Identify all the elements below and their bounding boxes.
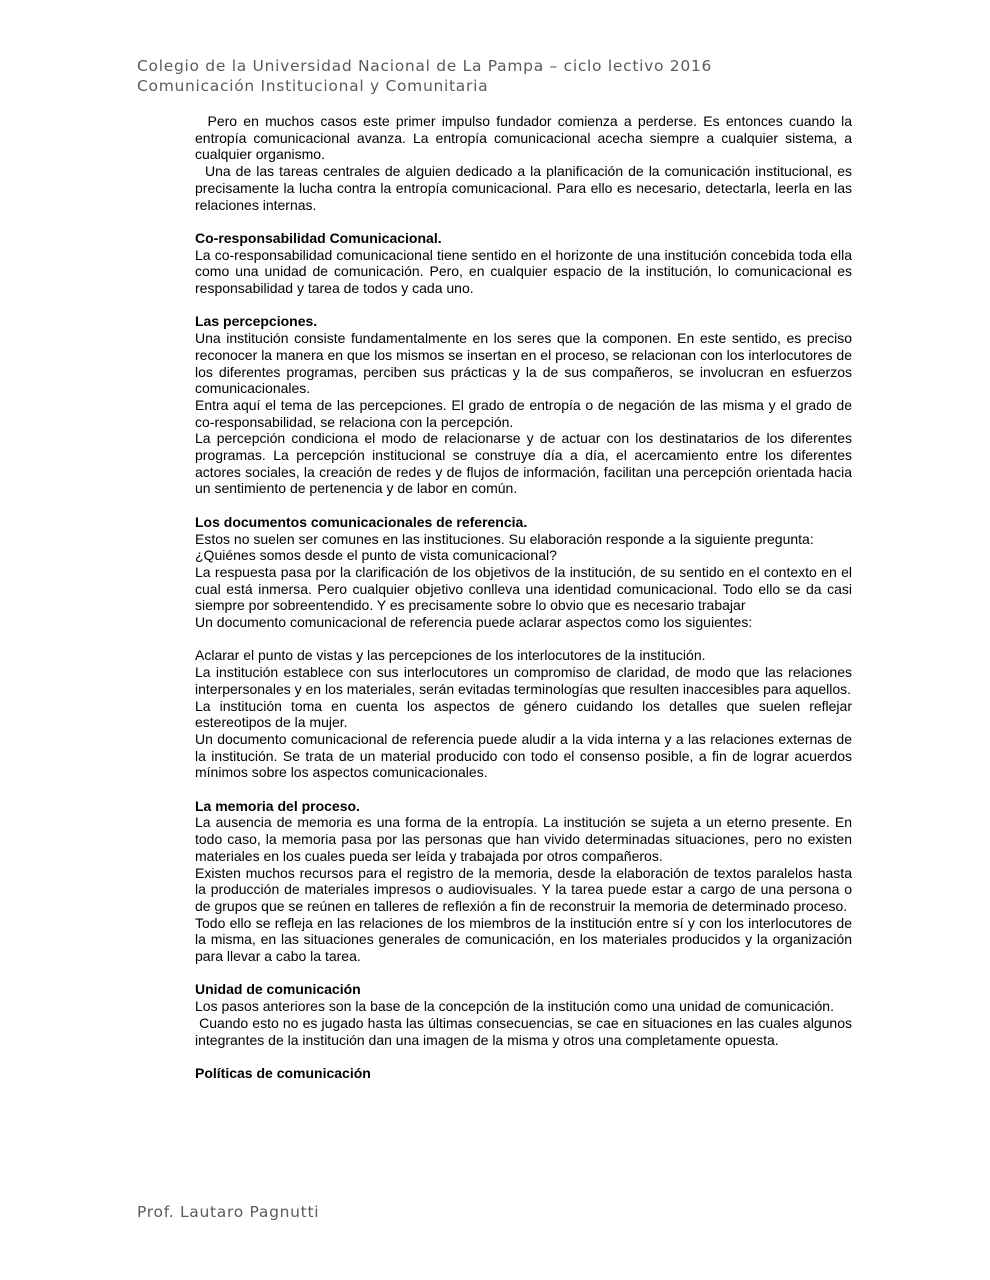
section-paragraph: La respuesta pasa por la clarificación de los objetivos de la institución, de su sentido en el contexto en el cual está inmersa. Pero cualquier objetivo conlleva una identidad comunicacional. Todo ello se da casi siempre por sobreentendido. Y es precisamente sobre lo obvio que es necesario trabajar — [195, 563, 852, 614]
intro-paragraph: Pero en muchos casos este primer impulso fundador comienza a perderse. Es entonces cuando la entropía comunicacional avanza. La entropía comunicacional acecha siempre a cualquier sistema, a cualquier organismo. — [195, 113, 856, 163]
page-header — [137, 56, 712, 96]
section-paragraph: Una institución consiste fundamentalmente en los seres que la componen. En este sentido, es preciso reconocer la manera en que los mismos se insertan en el proceso, se relacionan con los interlocutores de los diferentes programas, perciben sus prácticas y la de sus compañeros, se involucran en esfuerzos comunicacionales. — [195, 330, 852, 397]
section-heading: Los documentos comunicacionales de referencia. — [195, 513, 528, 530]
section-heading: Co-responsabilidad Comunicacional. — [195, 229, 442, 246]
section-paragraph: Todo ello se refleja en las relaciones de los miembros de la institución entre sí y con los interlocutores de la misma, en las situaciones generales de comunicación, en los materiales producidos y la organización para llevar a cabo la tarea. — [195, 914, 852, 965]
section-paragraph: Entra aquí el tema de las percepciones. El grado de entropía o de negación de las misma y el grado de co-responsabilidad, se relaciona con la percepción. — [195, 396, 852, 430]
section-paragraph: La co-responsabilidad comunicacional tiene sentido en el horizonte de una institución concebida toda ella como una unidad de comunicación. Pero, en cualquier espacio de la institución, lo comunicacional es responsabilidad y tarea de todos y cada uno. — [195, 246, 852, 297]
header-institution: Colegio de la Universidad Nacional de La Pampa – ciclo lectivo 2016 — [137, 57, 713, 75]
section-paragraph: Existen muchos recursos para el registro de la memoria, desde la elaboración de textos paralelos hasta la producción de materiales impresos o audiovisuales. Y la tarea puede estar a cargo de una persona o de grupos que se reúnen en talleres de reflexión a fin de reconstruir la memoria de determinado proceso. — [195, 864, 852, 914]
section-paragraph: Un documento comunicacional de referencia puede aclarar aspectos como los siguientes: — [195, 614, 753, 631]
section-paragraph: La ausencia de memoria es una forma de la entropía. La institución se sujeta a un eterno presente. En todo caso, la memoria pasa por las personas que han vivido determinadas situaciones, pero no existen materiales en los cuales pueda ser leída y trabajada por otros compañeros. — [195, 814, 852, 864]
page-footer: Prof. Lautaro Pagnutti — [137, 1203, 320, 1221]
header-course: Comunicación Institucional y Comunitaria — [137, 77, 489, 95]
section-paragraph: La institución toma en cuenta los aspectos de género cuidando los detalles que suelen reflejar estereotipos de la mujer. — [195, 697, 852, 731]
section-heading: La memoria del proceso. — [195, 797, 360, 814]
section-heading: Las percepciones. — [195, 313, 318, 330]
document-body — [195, 113, 856, 1082]
section-paragraph: La institución establece con sus interlocutores un compromiso de claridad, de modo que las relaciones interpersonales y en los materiales, serán evitadas terminologías que resulten inaccesibles para aquellos. — [195, 664, 852, 697]
intro-paragraph: Una de las tareas centrales de alguien dedicado a la planificación de la comunicación institucional, es precisamente la lucha contra la entropía comunicacional. Para ello es necesario, detectarla, leerla en las relaciones internas. — [195, 163, 856, 213]
section-paragraph: Cuando esto no es jugado hasta las últimas consecuencias, se cae en situaciones en las cuales algunos integrantes de la institución dan una imagen de la misma y otros una completamente opuesta. — [195, 1014, 856, 1048]
section-paragraph: Estos no suelen ser comunes en las instituciones. Su elaboración responde a la siguiente pregunta: — [195, 530, 814, 547]
section-paragraph: La percepción condiciona el modo de relacionarse y de actuar con los destinatarios de los diferentes programas. La percepción institucional se construye día a día, el acercamiento entre los diferentes actores sociales, la creación de redes y de flujos de información, facilitan una percepción orientada hacia un sentimiento de pertenencia y de labor en común. — [195, 430, 852, 497]
section-paragraph: Aclarar el punto de vistas y las percepciones de los interlocutores de la institución. — [195, 647, 706, 664]
section-paragraph: Un documento comunicacional de referencia puede aludir a la vida interna y a las relaciones externas de la institución. Se trata de un material producido con todo el consenso posible, a fin de lograr acuerdos mínimos sobre los aspectos comunicacionales. — [195, 730, 852, 781]
section-heading: Unidad de comunicación — [195, 981, 361, 998]
section-paragraph: ¿Quiénes somos desde el punto de vista comunicacional? — [195, 547, 557, 564]
section-paragraph: Los pasos anteriores son la base de la concepción de la institución como una unidad de comunicación. — [195, 998, 834, 1015]
final-heading: Políticas de comunicación — [195, 1064, 371, 1081]
